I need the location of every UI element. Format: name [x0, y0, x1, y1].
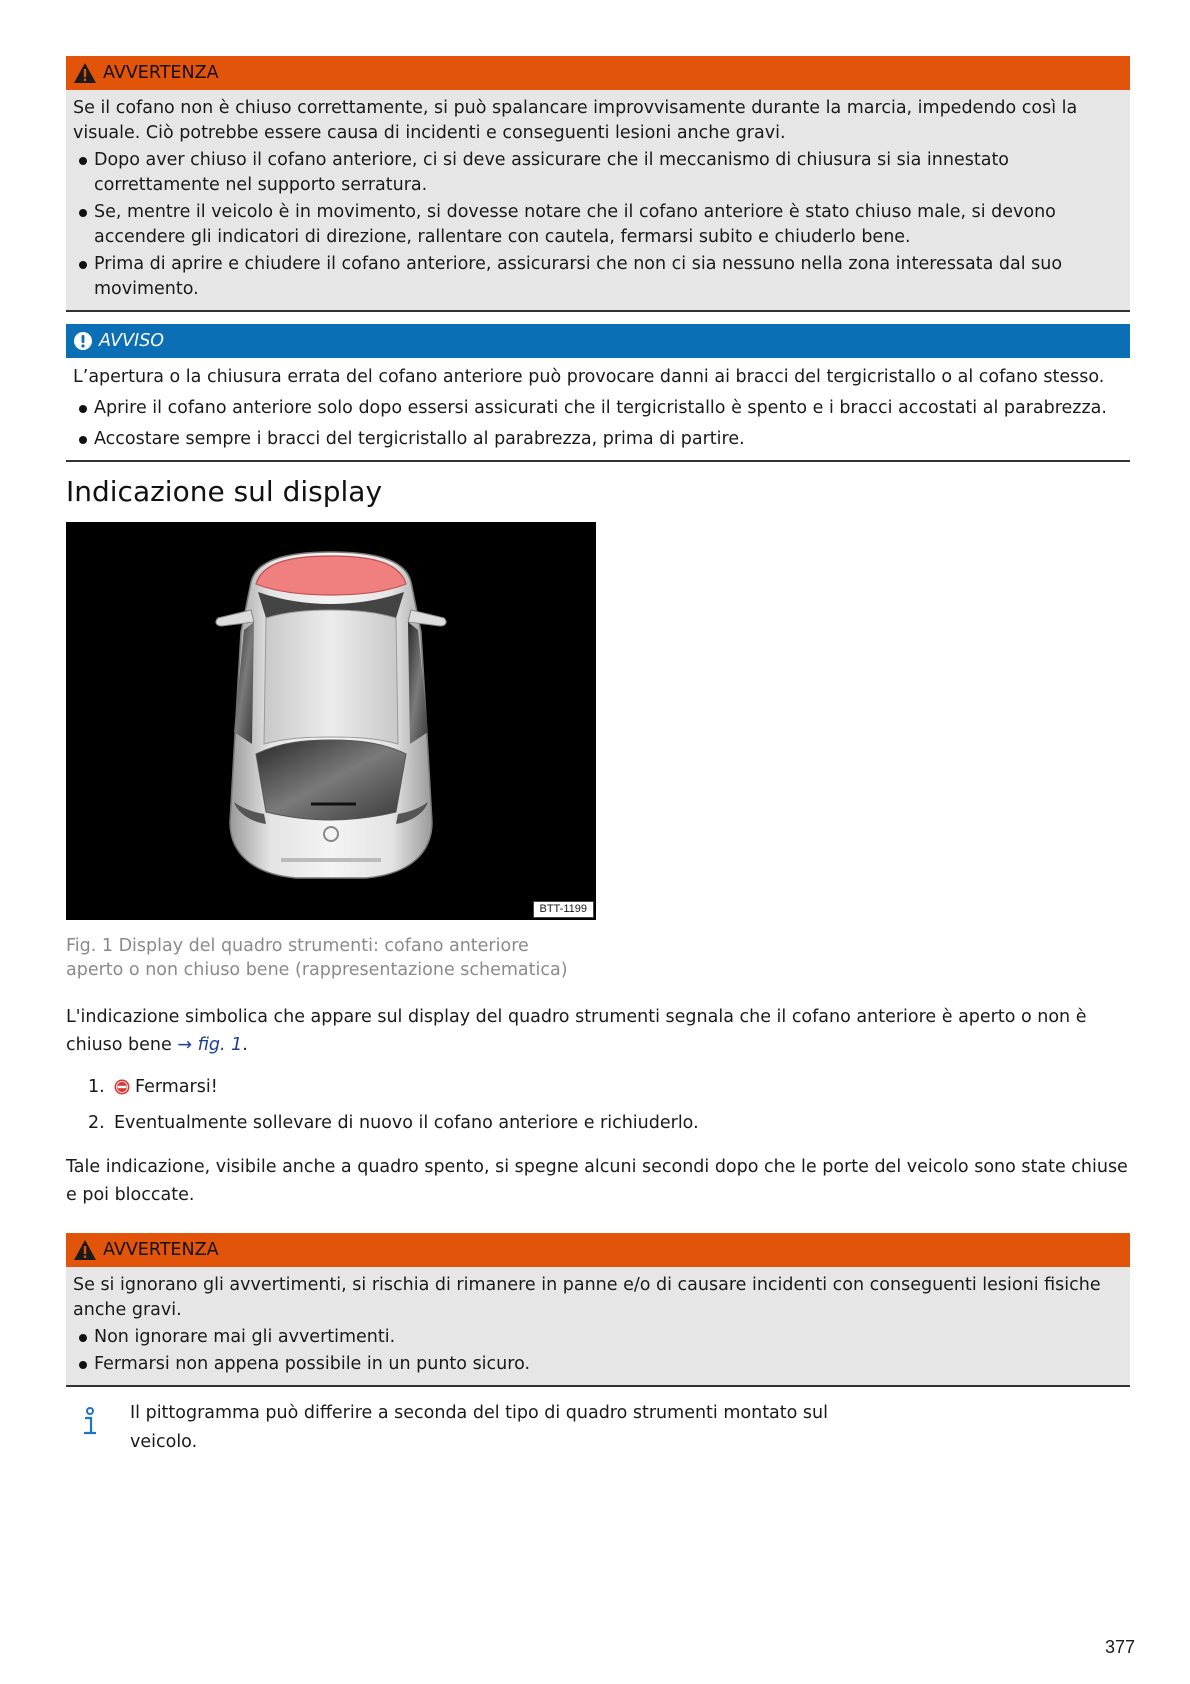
warning-box-2	[66, 1233, 1130, 1387]
step-text: Fermarsi!	[135, 1077, 218, 1097]
warning-title: AVVERTENZA	[103, 63, 219, 83]
bullet-item: Accostare sempre i bracci del tergicristallo al parabrezza, prima di partire.	[73, 427, 1124, 452]
bullet-item: Fermarsi non appena possibile in un punto sicuro.	[73, 1352, 1124, 1377]
warning-body	[66, 1267, 1130, 1387]
notice-box	[66, 324, 1130, 462]
notice-text: L’apertura o la chiusura errata del cofano anteriore può provocare danni ai bracci del tergicristallo o al cofano stesso.	[73, 367, 1105, 387]
warning-title: AVVERTENZA	[103, 1240, 219, 1260]
second-paragraph: Tale indicazione, visibile anche a quadro spento, si spegne alcuni secondi dopo che le porte del veicolo sono state chiuse e poi bloccate.	[66, 1157, 1128, 1205]
figure-caption: Fig. 1 Display del quadro strumenti: cofano anteriore aperto o non chiuso bene (rappresentazione schematica)	[66, 936, 568, 980]
page-number: 377	[1104, 1637, 1135, 1657]
info-text: Il pittogramma può differire a seconda del tipo di quadro strumenti montato sul veicolo.	[130, 1403, 828, 1452]
section-title: Indicazione sul display	[66, 475, 383, 508]
warning-header	[66, 1233, 1130, 1267]
warning-triangle-icon	[73, 62, 97, 84]
warning-box-1	[66, 56, 1130, 312]
car-top-view-illustration	[66, 522, 596, 920]
warning-text: Se il cofano non è chiuso correttamente, si può spalancare improvvisamente durante la marcia, impedendo così la visuale. Ciò potrebbe essere causa di incidenti e conseguenti lesioni anche gravi.	[73, 98, 1078, 143]
figure-reference-link[interactable]: → fig. 1	[177, 1035, 243, 1055]
info-note	[66, 1399, 1130, 1457]
bullet-item: Dopo aver chiuso il cofano anteriore, ci si deve assicurare che il meccanismo di chiusura si sia innestato correttamente nel supporto serratura.	[73, 148, 1124, 198]
intro-end: .	[242, 1035, 248, 1055]
figure-code-label: BTT-1199	[533, 901, 595, 918]
notice-body	[66, 358, 1130, 462]
notice-bullet-list	[73, 396, 1124, 452]
bullet-item: Prima di aprire e chiudere il cofano anteriore, assicurarsi che non ci sia nessuno nella zona interessata dal suo movimento.	[73, 252, 1124, 302]
step-number: 2.	[88, 1113, 105, 1133]
page-content	[66, 56, 1130, 1457]
exclamation-circle-icon	[73, 331, 93, 351]
warning-text: Se si ignorano gli avvertimenti, si rischia di rimanere in panne e/o di causare incidenti con conseguenti lesioni fisiche anche gravi.	[73, 1275, 1101, 1320]
info-icon	[80, 1407, 100, 1437]
step-number: 1.	[88, 1077, 105, 1097]
step-item	[88, 1073, 1130, 1101]
bullet-item: Non ignorare mai gli avvertimenti.	[73, 1325, 1124, 1350]
notice-title: AVVISO	[99, 331, 165, 351]
bullet-item: Aprire il cofano anteriore solo dopo essersi assicurati che il tergicristallo è spento e i bracci accostati al parabrezza.	[73, 396, 1124, 421]
car-display-figure	[66, 522, 596, 920]
step-item	[88, 1109, 1130, 1137]
stop-icon	[114, 1079, 130, 1095]
notice-header	[66, 324, 1130, 358]
warning-triangle-icon	[73, 1239, 97, 1261]
warning-bullet-list	[73, 148, 1124, 302]
warning-bullet-list	[73, 1325, 1124, 1377]
intro-text: L'indicazione simbolica che appare sul display del quadro strumenti segnala che il cofano anteriore è aperto o non è chiuso bene	[66, 1007, 1087, 1055]
warning-body	[66, 90, 1130, 312]
intro-paragraph	[66, 1003, 1130, 1059]
steps-list	[66, 1073, 1130, 1137]
step-text: Eventualmente sollevare di nuovo il cofano anteriore e richiuderlo.	[114, 1113, 699, 1133]
warning-header	[66, 56, 1130, 90]
bullet-item: Se, mentre il veicolo è in movimento, si dovesse notare che il cofano anteriore è stato chiuso male, si devono accendere gli indicatori di direzione, rallentare con cautela, fermarsi subito e chiuderlo bene.	[73, 200, 1124, 250]
